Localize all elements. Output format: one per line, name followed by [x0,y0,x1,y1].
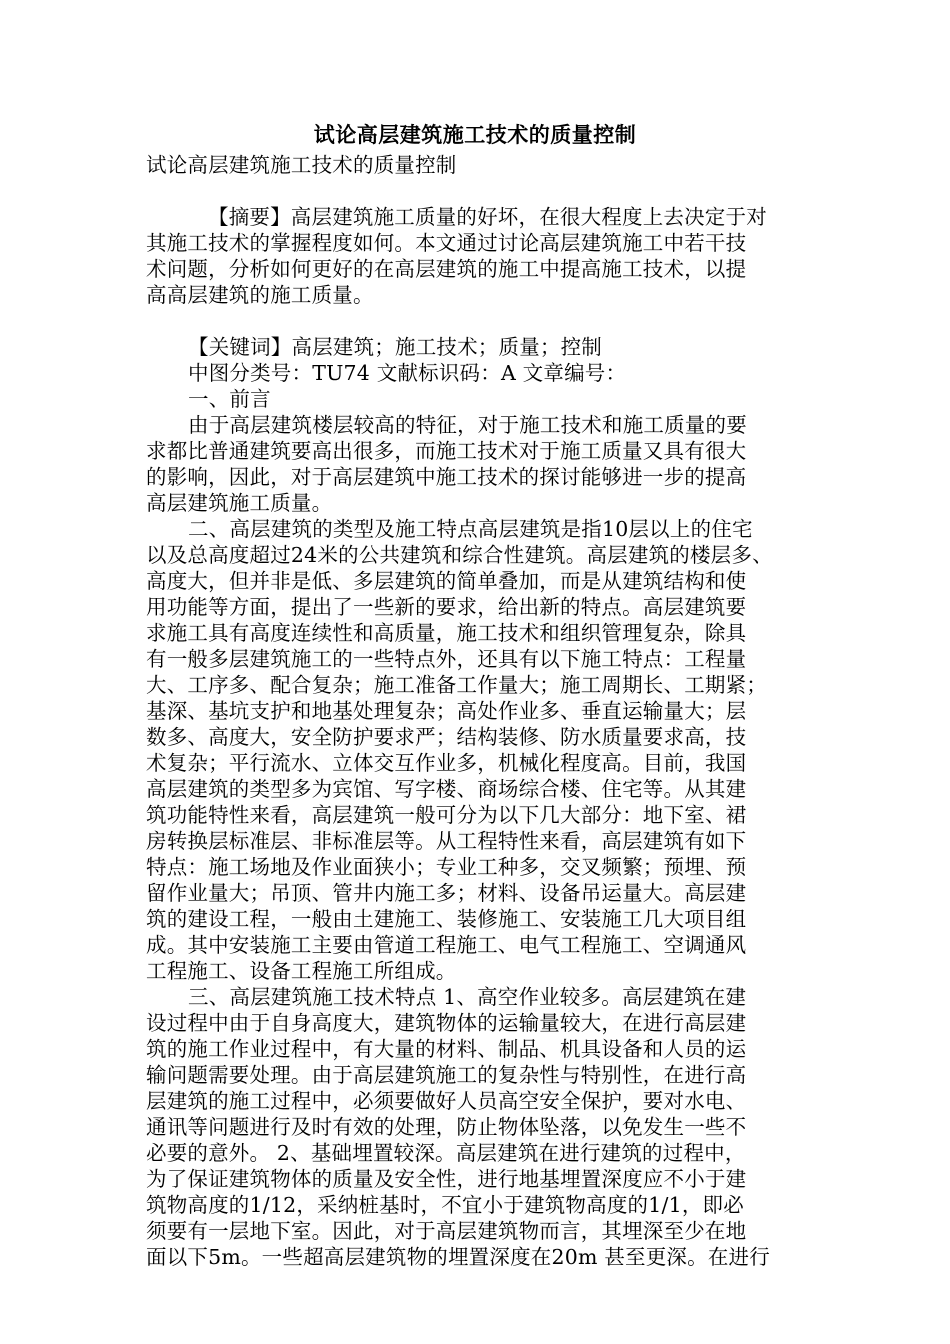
paragraph-line: 筑的建设工程，一般由土建施工、装修施工、安装施工几大项目组 [146,907,747,931]
keywords-line: 【关键词】高层建筑；施工技术；质量；控制 [188,335,602,359]
paragraph-line: 有一般多层建筑施工的一些特点外，还具有以下施工特点：工程量 [146,647,747,671]
paragraph-line: 工程施工、设备工程施工所组成。 [146,959,457,983]
paragraph-line: 筑功能特性来看，高层建筑一般可分为以下几大部分：地下室、裙 [146,803,747,827]
intro-paragraph [146,412,818,516]
paragraph-line: 由于高层建筑楼层较高的特征，对于施工技术和施工质量的要 [188,413,747,437]
paragraph-line: 筑的施工作业过程中，有大量的材料、制品、机具设备和人员的运 [146,1037,747,1061]
paragraph-line: 面以下5m。一些超高层建筑物的埋置深度在20m 甚至更深。在进行 [146,1245,770,1269]
paragraph-line: 留作业量大；吊顶、管井内施工多；材料、设备吊运量大。高层建 [146,881,747,905]
classification-line: 中图分类号：TU74 文献标识码：A 文章编号： [188,361,627,385]
paragraph-line: 的影响，因此，对于高层建筑中施工技术的探讨能够进一步的提高 [146,465,747,489]
blank-line [146,308,818,334]
document-title: 试论高层建筑施工技术的质量控制 [313,122,637,147]
paragraph-line: 用功能等方面，提出了一些新的要求，给出新的特点。高层建筑要 [146,595,747,619]
paragraph-line: 求都比普通建筑要高出很多，而施工技术对于施工质量又具有很大 [146,439,747,463]
paragraph-line: 输问题需要处理。由于高层建筑施工的复杂性与特别性，在进行高 [146,1063,747,1087]
paragraph-line: 特点：施工场地及作业面狭小；专业工种多，交叉频繁；预埋、预 [146,855,747,879]
paragraph-line: 房转换层标准层、非标准层等。从工程特性来看，高层建筑有如下 [146,829,747,853]
paragraph-line: 筑物高度的1/12，采纳桩基时，不宜小于建筑物高度的1/1，即必 [146,1193,744,1217]
paragraph-line: 高度大，但并非是低、多层建筑的简单叠加，而是从建筑结构和使 [146,569,747,593]
paragraph-line: 为了保证建筑物体的质量及安全性，进行地基埋置深度应不小于建 [146,1167,747,1191]
paragraph-line: 须要有一层地下室。因此，对于高层建筑物而言，其埋深至少在地 [146,1219,747,1243]
paragraph-line: 基深、基坑支护和地基处理复杂；高处作业多、垂直运输量大；层 [146,699,747,723]
abstract-line: 高高层建筑的施工质量。 [146,283,374,307]
section-three-paragraph [146,984,818,1270]
document-body [146,152,818,1270]
document-subtitle: 试论高层建筑施工技术的质量控制 [146,153,457,177]
section-heading: 一、前言 [188,387,271,411]
paragraph-line: 术复杂；平行流水、立体交互作业多，机械化程度高。目前，我国 [146,751,747,775]
abstract-paragraph [146,204,818,308]
paragraph-line: 以及总高度超过24米的公共建筑和综合性建筑。高层建筑的楼层多、 [146,543,773,567]
section-two-paragraph [146,516,818,984]
paragraph-line: 层建筑的施工过程中，必须要做好人员高空安全保护，要对水电、 [146,1089,747,1113]
abstract-line: 其施工技术的掌握程度如何。本文通过讨论高层建筑施工中若干技 [146,231,747,255]
paragraph-line: 高层建筑的类型多为宾馆、写字楼、商场综合楼、住宅等。从其建 [146,777,747,801]
paragraph-line: 必要的意外。 2、基础埋置较深。高层建筑在进行建筑的过程中， [146,1141,746,1165]
paragraph-line: 大、工序多、配合复杂；施工准备工作量大；施工周期长、工期紧； [146,673,767,697]
abstract-line: 【摘要】高层建筑施工质量的好坏，在很大程度上去决定于对 [208,205,767,229]
paragraph-line: 高层建筑施工质量。 [146,491,333,515]
paragraph-line: 二、高层建筑的类型及施工特点高层建筑是指10层以上的住宅 [188,517,753,541]
paragraph-line: 求施工具有高度连续性和高质量，施工技术和组织管理复杂，除具 [146,621,747,645]
paragraph-line: 三、高层建筑施工技术特点 1、高空作业较多。高层建筑在建 [188,985,747,1009]
paragraph-line: 数多、高度大，安全防护要求严；结构装修、防水质量要求高，技 [146,725,747,749]
blank-line [146,178,818,204]
paragraph-line: 设过程中由于自身高度大，建筑物体的运输量较大，在进行高层建 [146,1011,747,1035]
abstract-line: 术问题，分析如何更好的在高层建筑的施工中提高施工技术，以提 [146,257,747,281]
paragraph-line: 通讯等问题进行及时有效的处理，防止物体坠落，以免发生一些不 [146,1115,747,1139]
paragraph-line: 成。其中安装施工主要由管道工程施工、电气工程施工、空调通风 [146,933,747,957]
